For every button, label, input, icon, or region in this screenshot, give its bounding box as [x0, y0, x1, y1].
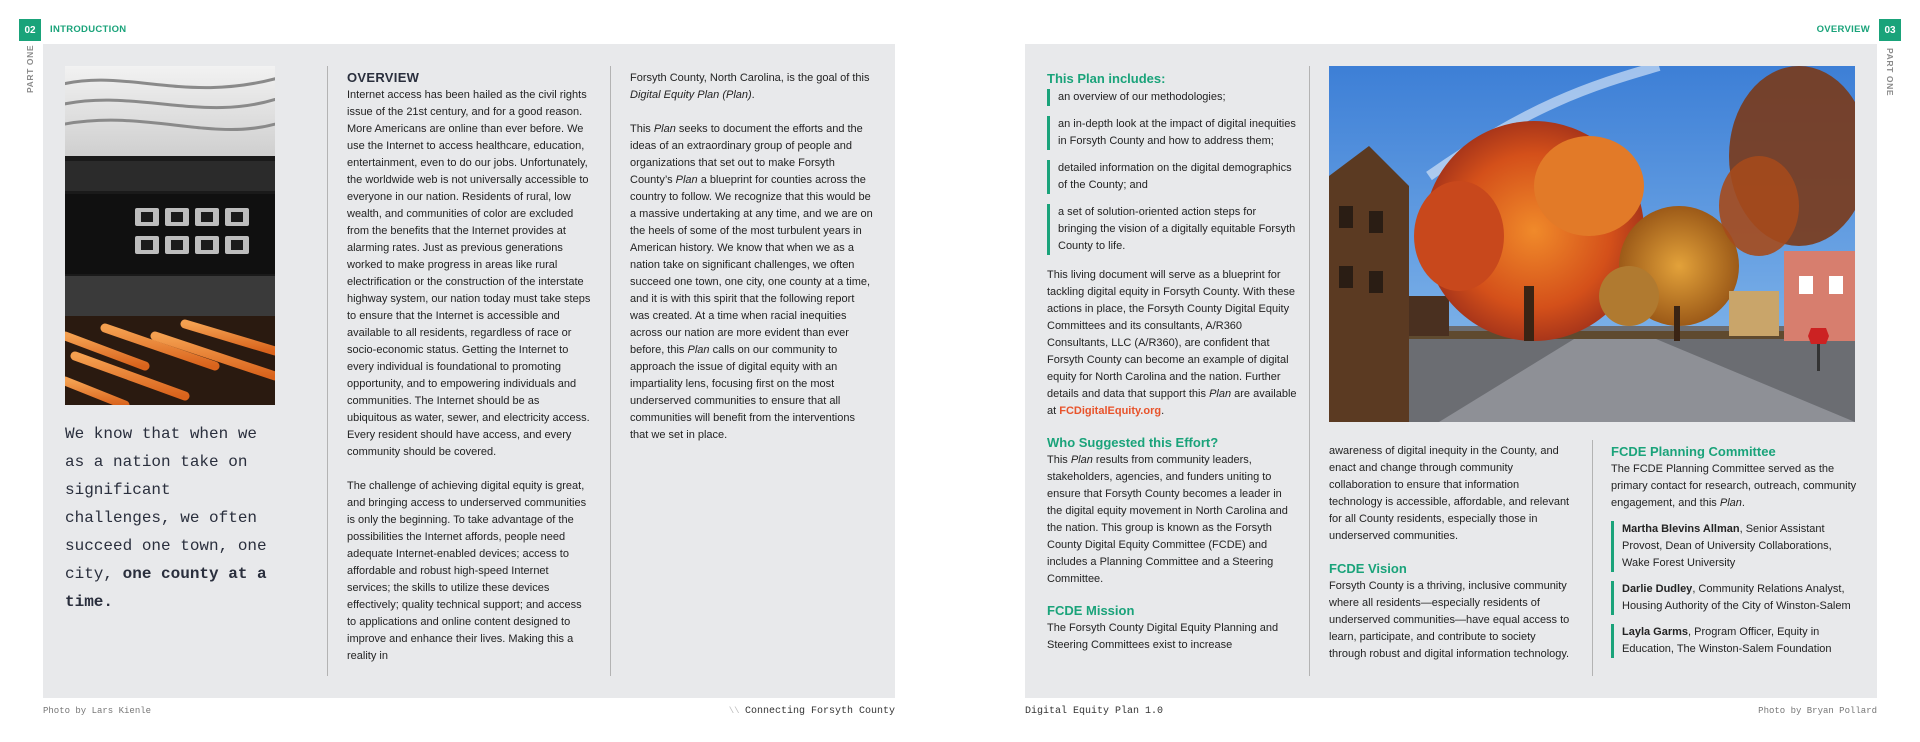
committee-heading: FCDE Planning Committee: [1611, 444, 1776, 459]
planning-committee-column: [1611, 443, 1857, 667]
member-name: Darlie Dudley: [1622, 583, 1693, 595]
page-number: 02: [19, 19, 41, 41]
list-item: an overview of our methodologies;: [1047, 89, 1297, 106]
text-run: Forsyth County, North Carolina, is the goal of this: [630, 72, 870, 84]
vision-paragraph: Forsyth County is a thriving, inclusive community where all residents—especially residents of underserved communities—have equal access to learn, participate, and contribute to society through robust and digital information technology.: [1329, 580, 1570, 660]
section-label: INTRODUCTION: [50, 24, 127, 35]
who-paragraph: [1047, 452, 1297, 588]
text-emphasis: Plan: [687, 344, 710, 356]
committee-member: [1611, 624, 1857, 658]
text-run: a blueprint for counties across the country to follow. We recognize that this would be a massive undertaking at any time, and we are on the heels of some of the most turbulent years in American history. We know that when we as a nation take on significant challenges, we often succeed one town, one city, one county at a time, and it is with this spirit that the following report was created. At a time when racial inequities across our nation are more evident than ever before, this: [630, 174, 873, 356]
text-run: This: [1047, 454, 1071, 466]
part-label: PART ONE: [1885, 48, 1895, 97]
photo-credit: Photo by Lars Kienle: [43, 706, 152, 716]
plan-title: Digital Equity Plan (Plan): [630, 89, 752, 101]
text-emphasis: Plan: [675, 174, 698, 186]
section-label: OVERVIEW: [1816, 24, 1870, 35]
text-emphasis: Plan: [1070, 454, 1093, 466]
committee-member: [1611, 521, 1857, 572]
website-link[interactable]: FCDigitalEquity.org: [1059, 405, 1162, 417]
running-footer: [729, 706, 895, 717]
footer-slashes: \\: [728, 706, 745, 716]
member-name: Martha Blevins Allman: [1622, 523, 1740, 535]
text-emphasis: Plan: [1209, 388, 1232, 400]
pull-quote-emphasis: one county at a time.: [65, 565, 267, 611]
plan-paragraph: [630, 121, 875, 444]
goal-paragraph: [630, 70, 875, 104]
page-number: 03: [1879, 19, 1901, 41]
text-run: are available at: [1047, 388, 1297, 417]
list-item: detailed information on the digital demographics of the County; and: [1047, 160, 1297, 194]
overview-column: [347, 70, 592, 665]
member-role: , Community Relations Analyst, Housing Authority of the City of Winston-Salem: [1622, 583, 1851, 612]
column-divider: [327, 66, 328, 676]
text-run: .: [751, 89, 755, 101]
who-heading: Who Suggested this Effort?: [1047, 435, 1219, 450]
list-item: an in-depth look at the impact of digital inequities in Forsyth County and how to address them;: [1047, 116, 1297, 150]
committee-member: [1611, 581, 1857, 615]
column-divider: [1592, 440, 1593, 676]
text-emphasis: Plan: [1719, 497, 1742, 509]
mission-continued: awareness of digital inequity in the County, and enact and change through community collaboration to ensure that information technology is accessible, affordable, and relevant for all County residents, especially those in underserved communities.: [1329, 445, 1570, 542]
includes-list: [1047, 89, 1297, 255]
includes-heading: This Plan includes:: [1047, 71, 1166, 86]
text-run: The FCDE Planning Committee served as the primary contact for research, outreach, community engagement, and this: [1611, 463, 1857, 509]
publication-title: Connecting Forsyth County: [744, 706, 895, 717]
overview-paragraph: Internet access has been hailed as the civil rights issue of the 21st century, and for a good reason. More Americans are online than ever before. We use the Internet to access healthcare, education, entertainment, even to do our jobs. Unfortunately, the worldwide web is not universally accessible to everyone in our nation. Residents of rural, low wealth, and communities of color are excluded from the benefits that the Internet provides at alarming rates. Just as previous generations worked to make progress in areas like rural electrification or the construction of the interstate highway system, our nation today must take steps to ensure that the Internet is accessible and available to all residents, regardless of race or socio-economic status. Getting the Internet to every individual is foundational to promoting opportunity, and to empowering individuals and communities. The Internet should be as ubiquitous as water, sewer, and electricity access. Every resident should have access, and every community should be covered.: [347, 89, 591, 458]
overview-paragraph: The challenge of achieving digital equity is great, and bringing access to underserved communities is only the beginning. To take advantage of the possibilities the Internet affords, people need adequate Internet-enabled devices; access to affordable and robust high-speed Internet services; the skills to utilize these devices effectively; quality technical support; and access to applications and online content designed to improve and enhance their lives. Making this a reality in: [347, 480, 587, 662]
right-page: [960, 0, 1920, 742]
text-run: This living document will serve as a blueprint for tackling digital equity in Forsyth County. With these actions in place, the Forsyth County Digital Equity Committees and its consultants, A/R360 Consultants, LLC (A/R360), are confident that Forsyth County can become an example of digital equity for North Carolina and the nation. Further details and data that support this: [1047, 269, 1296, 400]
photo-credit: Photo by Bryan Pollard: [1758, 706, 1877, 716]
living-document-paragraph: [1047, 267, 1297, 420]
network-cables-photo: [65, 66, 275, 405]
pull-quote-text: We know that when we as a nation take on significant challenges, we often succeed one town, one city,: [65, 425, 267, 583]
mission-vision-column: [1329, 443, 1574, 663]
member-name: Layla Garms: [1622, 626, 1689, 638]
column-divider: [610, 66, 611, 676]
text-run: .: [1161, 405, 1165, 417]
list-item: a set of solution-oriented action steps for bringing the vision of a digitally equitable Forsyth County to life.: [1047, 204, 1297, 255]
plan-includes-column: [1047, 70, 1297, 654]
member-role: , Program Officer, Equity in Education, The Winston-Salem Foundation: [1622, 626, 1832, 655]
text-emphasis: Plan: [653, 123, 676, 135]
member-role: , Senior Assistant Provost, Dean of University Collaborations, Wake Forest University: [1622, 523, 1832, 569]
text-run: seeks to document the efforts and the ideas of an extraordinary group of people and organizations that set out to make Forsyth County’s: [630, 123, 863, 186]
column-divider: [1309, 66, 1310, 676]
autumn-street-photo: [1329, 66, 1855, 422]
overview-column-2: [630, 70, 875, 444]
text-run: calls on our community to approach the issue of digital equity with an impartiality lens, focusing first on the most underserved communities to ensure that all communities will benefit from the interventions that we set in place.: [630, 344, 855, 441]
mission-heading: FCDE Mission: [1047, 603, 1135, 618]
text-run: This: [630, 123, 654, 135]
text-run: results from community leaders, stakeholders, agencies, and funders uniting to ensure that Forsyth County becomes a leader in the digital equity movement in North Carolina and the nation. This group is known as the Forsyth County Digital Equity Committee (FCDE) and includes a Planning Committee and a Steering Committee.: [1047, 454, 1288, 585]
text-run: .: [1741, 497, 1745, 509]
publication-title: Digital Equity Plan 1.0: [1025, 706, 1164, 717]
committee-paragraph: [1611, 461, 1857, 512]
mission-paragraph: The Forsyth County Digital Equity Planning and Steering Committees exist to increase: [1047, 622, 1279, 651]
overview-heading: OVERVIEW: [347, 70, 420, 85]
vision-heading: FCDE Vision: [1329, 561, 1407, 576]
part-label: PART ONE: [25, 44, 35, 93]
pull-quote: [65, 420, 285, 616]
